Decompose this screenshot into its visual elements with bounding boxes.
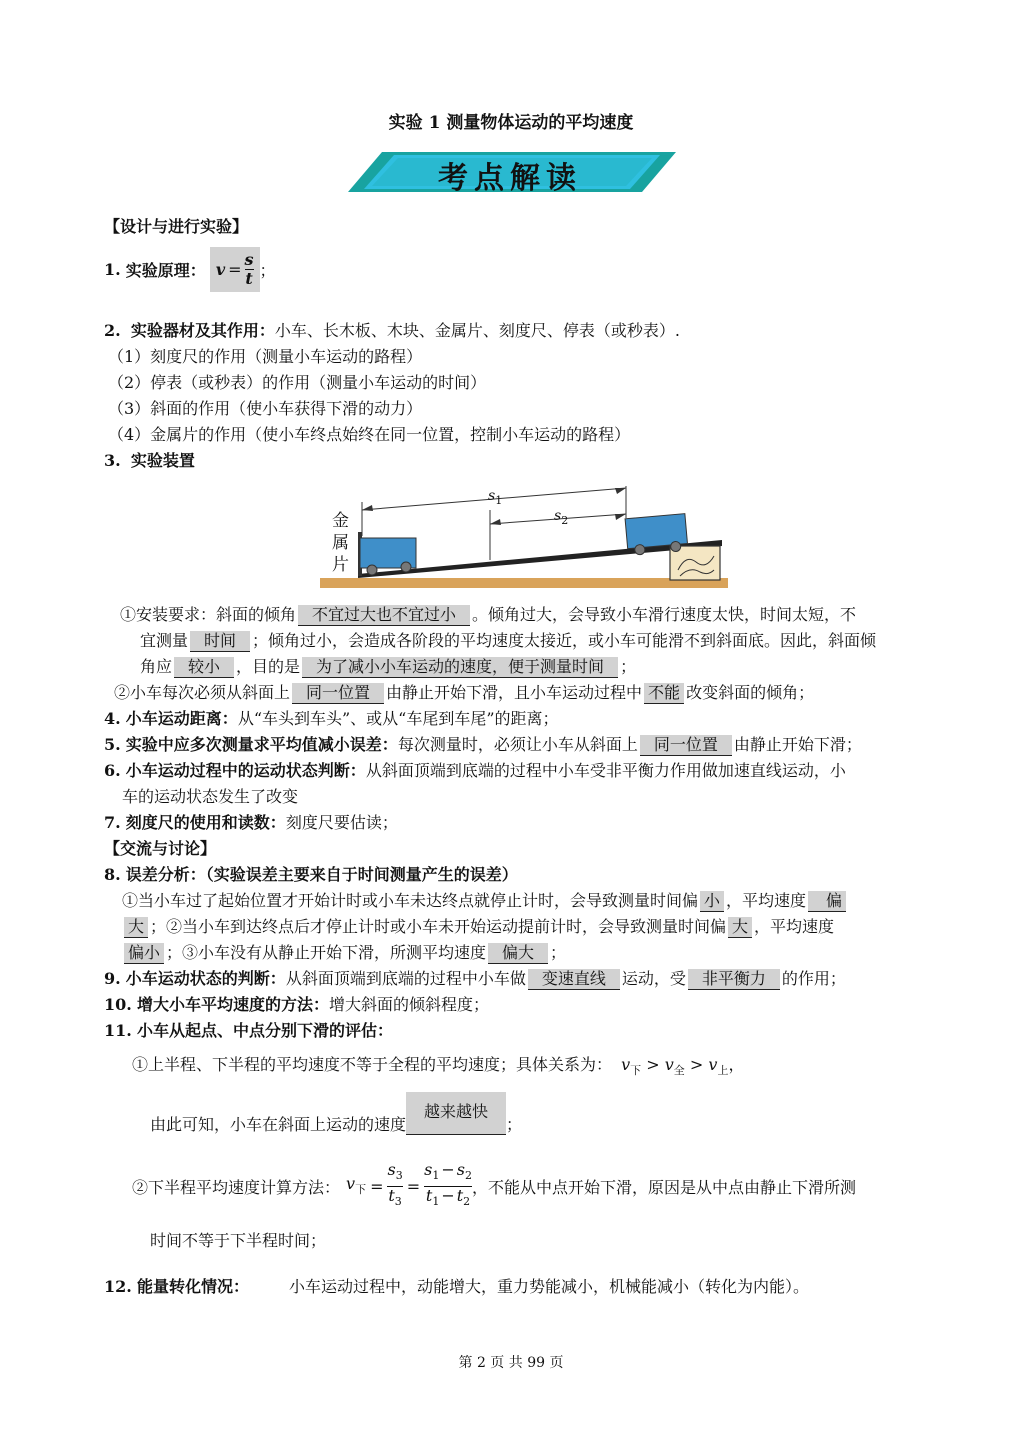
incline-apparatus bbox=[318, 478, 730, 592]
page-footer: 第 2 页 共 99 页 bbox=[458, 1355, 564, 1371]
item-11: 11. 小车从起点、中点分别下滑的评估： bbox=[104, 1021, 393, 1040]
install-line-3: 角应 较小 ，目的是 为了减小小车运动的速度，便于测量时间 ； bbox=[140, 657, 637, 676]
item-11-line-2: 由此可知，小车在斜面上运动的速度 越来越快 ； bbox=[150, 1092, 522, 1135]
item-2-sub-2: （2）停表（或秒表）的作用（测量小车运动的时间） bbox=[108, 373, 487, 392]
item-2-sub-3: （3）斜面的作用（使小车获得下滑的动力） bbox=[108, 399, 423, 418]
install-line-1: ①安装要求：斜面的倾角 不宜过大也不宜过小 。倾角过大，会导致小车滑行速度太快，时间太短，不 bbox=[120, 605, 857, 624]
section-banner bbox=[342, 150, 678, 194]
page-title: 实验 1 测量物体运动的平均速度 bbox=[388, 113, 634, 133]
item-2: 2. 实验器材及其作用：小车、长木板、木块、金属片、刻度尺、停表（或秒表）. bbox=[104, 321, 680, 340]
item-4: 4. 小车运动距离：从“车头到车头”、或从“车尾到车尾”的距离； bbox=[104, 709, 559, 728]
apparatus-diagram bbox=[318, 478, 730, 592]
table-base bbox=[320, 578, 728, 588]
item-8-line-2: 大 ；②当小车到达终点后才停止计时或小车未开始运动提前计时，会导致测量时间偏 大 ，平均速度 bbox=[122, 914, 834, 938]
item-11-line-1: ①上半程、下半程的平均速度不等于全程的平均速度；具体关系为： $v_下 > v_全 > v_上$， bbox=[132, 1055, 745, 1078]
section-heading-design: 【设计与进行实验】 bbox=[104, 217, 249, 236]
item-5: 5. 实验中应多次测量求平均值减小误差：每次测量时，必须让小车从斜面上 同一位置 由静止开始下滑； bbox=[104, 735, 862, 754]
item-2-sub-4: （4）金属片的作用（使小车终点始终在同一位置，控制小车运动的路程） bbox=[108, 425, 631, 444]
item-7: 7. 刻度尺的使用和读数：刻度尺要估读； bbox=[104, 813, 398, 832]
item-11-line-4: 时间不等于下半程时间； bbox=[150, 1231, 327, 1250]
item-2-sub-1: （1）刻度尺的作用（测量小车运动的路程） bbox=[108, 347, 423, 366]
section-heading-discuss: 【交流与讨论】 bbox=[104, 839, 217, 858]
install-line-2: 宜测量 时间 ；倾角过小，会造成各阶段的平均速度太接近，或小车可能滑不到斜面底。因此，斜面倾 bbox=[140, 631, 877, 650]
item-6-cont: 车的运动状态发生了改变 bbox=[122, 787, 299, 806]
item-12: 12. 能量转化情况： 小车运动过程中，动能增大，重力势能减小，机械能减小（转化为内能）。 bbox=[104, 1277, 809, 1296]
item-10: 10. 增大小车平均速度的方法：增大斜面的倾斜程度； bbox=[104, 995, 489, 1014]
item-1: 1. 实验原理： v = $\frac{s}{t}$ ； bbox=[104, 236, 276, 302]
item-9: 9. 小车运动状态的判断：从斜面顶端到底端的过程中小车做 变速直线 运动，受 非平衡力 的作用； bbox=[104, 969, 846, 988]
principle-formula: v = $\frac{s}{t}$ bbox=[210, 247, 260, 292]
velocity-relation: $v_下 > v_全 > v_上$， bbox=[621, 1055, 745, 1078]
install-line-4: ②小车每次必须从斜面上 同一位置 由静止开始下滑，且小车运动过程中 不能 改变斜面的倾角； bbox=[114, 683, 815, 702]
item-6: 6. 小车运动过程中的运动状态判断：从斜面顶端到底端的过程中小车受非平衡力作用做加速直线运动，小 bbox=[104, 761, 846, 780]
banner-title: 考点解读 bbox=[438, 161, 582, 196]
item-1-num: 1. bbox=[104, 259, 121, 279]
metal-piece-label: 金 属 片 bbox=[332, 511, 349, 575]
item-3: 3. 实验装置 bbox=[104, 451, 195, 470]
item-8: 8. 误差分析：（实验误差主要来自于时间测量产生的误差） bbox=[104, 865, 518, 884]
s2-label: $s_2$ bbox=[554, 508, 569, 527]
item-11-line-3: ②下半程平均速度计算方法： $v_下$ = $\frac{s_3}{t_3}$ = $\frac{s_1 - s_2}{t_1 - t_2}$ ，不能从中点开始下滑，原因是从中点由静止下滑所测 bbox=[132, 1160, 856, 1208]
item-8-line-3: 偏小 ；③小车没有从静止开始下滑，所测平均速度 偏大 ； bbox=[122, 940, 566, 964]
s1-label: $s_1$ bbox=[488, 488, 503, 507]
answer-faster: 越来越快 bbox=[406, 1092, 506, 1135]
item-8-line-1: ①当小车过了起始位置才开始计时或小车未达终点就停止计时，会导致测量时间偏 小 ，平均速度 偏 bbox=[122, 888, 848, 912]
item-1-label: 实验原理： bbox=[125, 260, 206, 280]
